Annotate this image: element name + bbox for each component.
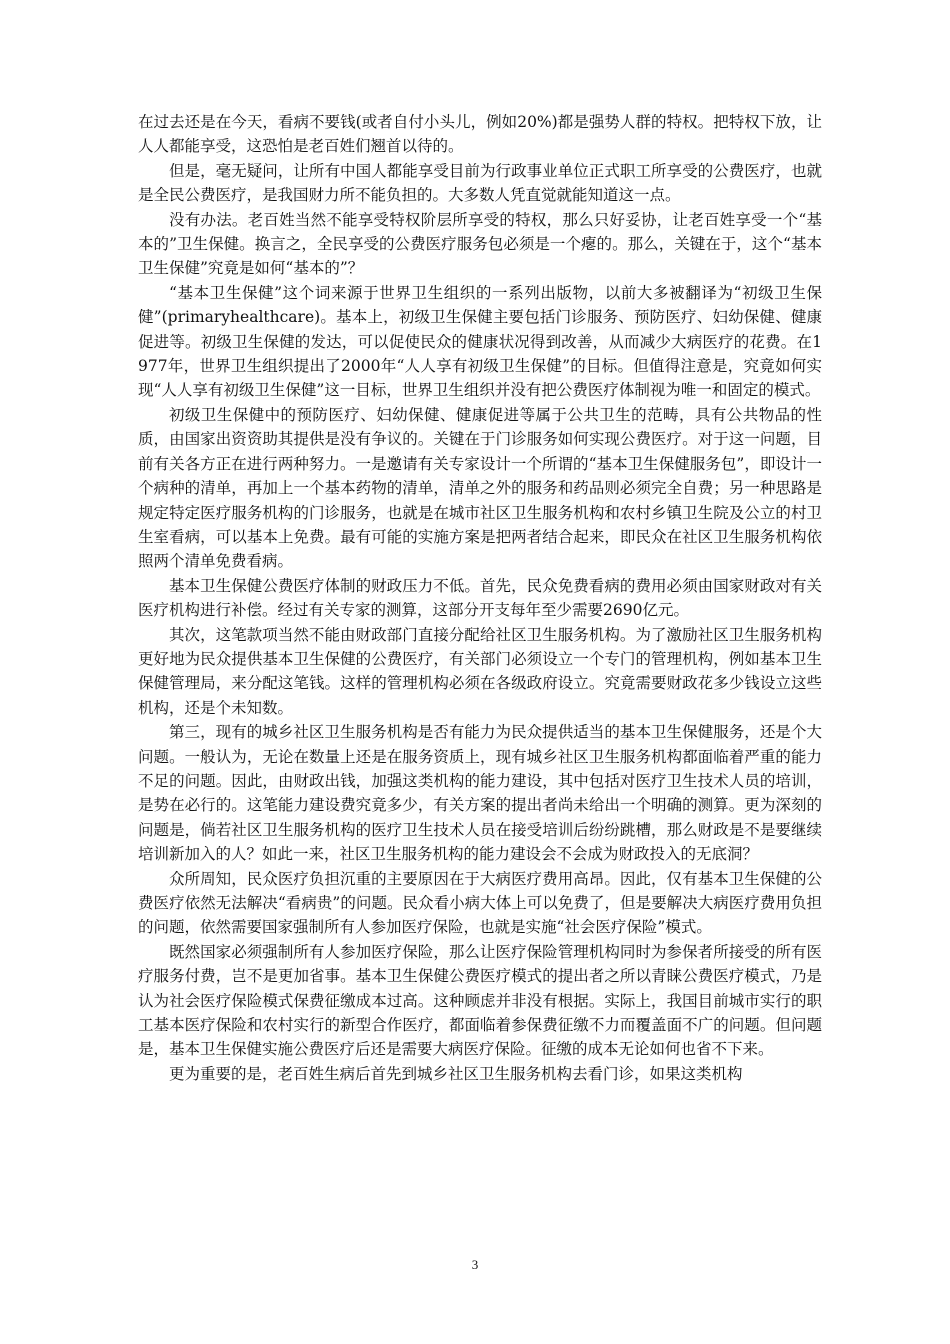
paragraph: “基本卫生保健”这个词来源于世界卫生组织的一系列出版物，以前大多被翻译为“初级卫生保健”(primaryhealthcare)。基本上，初级卫生保健主要包括门诊服务、预防医疗、妇幼保健、健康促进等。初级卫生保健的发达，可以促使民众的健康状况得到改善，从而减少大病医疗的花费。在1977年，世界卫生组织提出了2000年“人人享有初级卫生保健”的目标。但值得注意是，究竟如何实现“人人享有初级卫生保健”这一目标，世界卫生组织并没有把公费医疗体制视为唯一和固定的模式。 [138,283,822,400]
paragraph: 没有办法。老百姓当然不能享受特权阶层所享受的特权，那么只好妥协，让老百姓享受一个“基本的”卫生保健。换言之，全民享受的公费医疗服务包必须是一个瘪的。那么，关键在于，这个“基本卫生保健”究竟是如何“基本的”？ [138,210,822,278]
paragraph: 既然国家必须强制所有人参加医疗保险，那么让医疗保险管理机构同时为参保者所接受的所有医疗服务付费，岂不是更加省事。基本卫生保健公费医疗模式的提出者之所以青睐公费医疗模式，乃是认为社会医疗保险模式保费征缴成本过高。这种顾虑并非没有根据。实际上，我国目前城市实行的职工基本医疗保险和农村实行的新型合作医疗，都面临着参保费征缴不力而覆盖面不广的问题。但问题是，基本卫生保健实施公费医疗后还是需要大病医疗保险。征缴的成本无论如何也省不下来。 [138,942,822,1059]
paragraph: 第三，现有的城乡社区卫生服务机构是否有能力为民众提供适当的基本卫生保健服务，还是个大问题。一般认为，无论在数量上还是在服务资质上，现有城乡社区卫生服务机构都面临着严重的能力不足的问题。因此，由财政出钱，加强这类机构的能力建设，其中包括对医疗卫生技术人员的培训，是势在必行的。这笔能力建设费究竟多少，有关方案的提出者尚未给出一个明确的测算。更为深刻的问题是，倘若社区卫生服务机构的医疗卫生技术人员在接受培训后纷纷跳槽，那么财政是不是要继续培训新加入的人？如此一来，社区卫生服务机构的能力建设会不会成为财政投入的无底洞？ [138,723,822,864]
article-body [138,110,822,1086]
paragraph: 基本卫生保健公费医疗体制的财政压力不低。首先，民众免费看病的费用必须由国家财政对有关医疗机构进行补偿。经过有关专家的测算，这部分开支每年至少需要2690亿元。 [138,576,822,620]
page-number: 3 [471,1257,479,1272]
paragraph: 其次，这笔款项当然不能由财政部门直接分配给社区卫生服务机构。为了激励社区卫生服务机构更好地为民众提供基本卫生保健的公费医疗，有关部门必须设立一个专门的管理机构，例如基本卫生保健管理局，来分配这笔钱。这样的管理机构必须在各级政府设立。究竟需要财政花多少钱设立这些机构，还是个未知数。 [138,625,822,717]
paragraph: 但是，毫无疑问，让所有中国人都能享受目前为行政事业单位正式职工所享受的公费医疗，也就是全民公费医疗，是我国财力所不能负担的。大多数人凭直觉就能知道这一点。 [138,161,822,205]
paragraph: 在过去还是在今天，看病不要钱(或者自付小头儿，例如20%)都是强势人群的特权。把特权下放，让人人都能享受，这恐怕是老百姓们翘首以待的。 [138,113,822,156]
paragraph: 众所周知，民众医疗负担沉重的主要原因在于大病医疗费用高昂。因此，仅有基本卫生保健的公费医疗依然无法解决“看病贵”的问题。民众看小病大体上可以免费了，但是要解决大病医疗费用负担的问题，依然需要国家强制所有人参加医疗保险，也就是实施“社会医疗保险”模式。 [138,869,822,937]
paragraph: 初级卫生保健中的预防医疗、妇幼保健、健康促进等属于公共卫生的范畴，具有公共物品的性质，由国家出资资助其提供是没有争议的。关键在于门诊服务如何实现公费医疗。对于这一问题，目前有关各方正在进行两种努力。一是邀请有关专家设计一个所谓的“基本卫生保健服务包”，即设计一个病种的清单，再加上一个基本药物的清单，清单之外的服务和药品则必须完全自费；另一种思路是规定特定医疗服务机构的门诊服务，也就是在城市社区卫生服务机构和农村乡镇卫生院及公立的村卫生室看病，可以基本上免费。最有可能的实施方案是把两者结合起来，即民众在社区卫生服务机构依照两个清单免费看病。 [138,405,822,571]
paragraph: 更为重要的是，老百姓生病后首先到城乡社区卫生服务机构去看门诊，如果这类机构 [169,1064,743,1083]
